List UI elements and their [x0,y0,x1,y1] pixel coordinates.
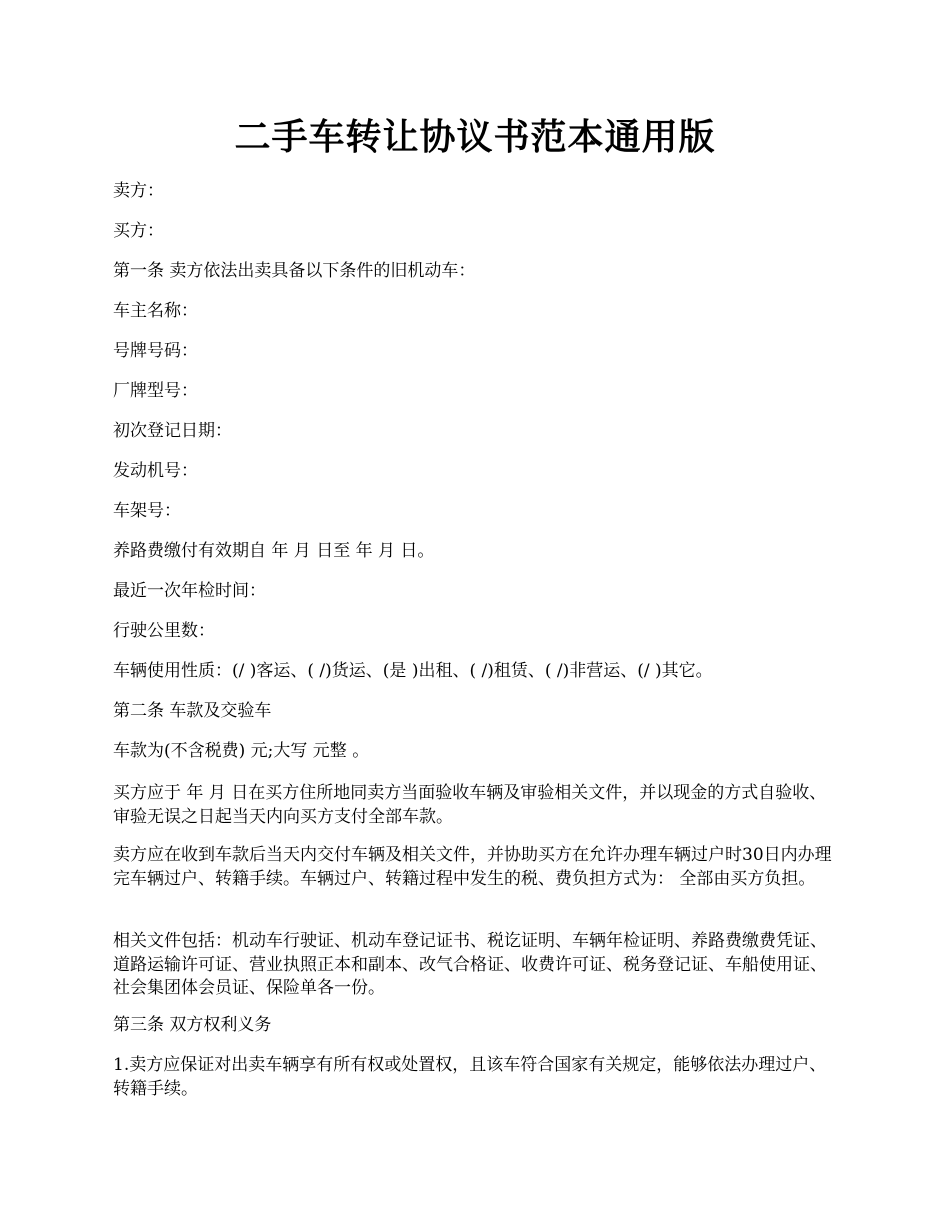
inspection-payment-paragraph: 买方应于 年 月 日在买方住所地同卖方当面验收车辆及审验相关文件，并以现金的方式自验收、审验无误之日起当天内向买方支付全部车款。 [113,783,827,827]
article-2-heading: 第二条 车款及交验车 [113,701,272,721]
seller-line: 卖方： [113,181,164,201]
usage-nature-line: 车辆使用性质：(/ )客运、( /)货运、(是 )出租、( /)租赁、( /)非营运、(/ )其它。 [113,661,713,681]
obligation-1-paragraph: 1.卖方应保证对出卖车辆享有所有权或处置权，且该车符合国家有关规定，能够依法办理过户、转籍手续。 [113,1055,827,1099]
mileage-line: 行驶公里数： [113,621,215,641]
document-title: 二手车转让协议书范本通用版 [234,116,716,158]
first-registration-line: 初次登记日期： [113,421,232,441]
delivery-transfer-paragraph: 卖方应在收到车款后当天内交付车辆及相关文件，并协助买方在允许办理车辆过户时30日内办理完车辆过户、转籍手续。车辆过户、转籍过程中发生的税、费负担方式为： 全部由买方负担。 [113,845,832,889]
road-fee-line: 养路费缴付有效期自 年 月 日至 年 月 日。 [113,541,435,561]
owner-name-line: 车主名称： [113,301,198,321]
buyer-line: 买方： [113,221,164,241]
article-1-heading: 第一条 卖方依法出卖具备以下条件的旧机动车： [113,261,476,281]
model-line: 厂牌型号： [113,381,198,401]
price-line: 车款为(不含税费) 元;大写 元整 。 [113,741,370,761]
engine-number-line: 发动机号： [113,461,198,481]
last-inspection-line: 最近一次年检时间： [113,581,266,601]
plate-number-line: 号牌号码： [113,341,198,361]
article-3-heading: 第三条 双方权利义务 [113,1015,272,1035]
documents-paragraph: 相关文件包括：机动车行驶证、机动车登记证书、税讫证明、车辆年检证明、养路费缴费凭证、道路运输许可证、营业执照正本和副本、改气合格证、收费许可证、税务登记证、车船使用证、社会集团体会员证、保险单各一份。 [113,931,827,998]
frame-number-line: 车架号： [113,501,181,521]
